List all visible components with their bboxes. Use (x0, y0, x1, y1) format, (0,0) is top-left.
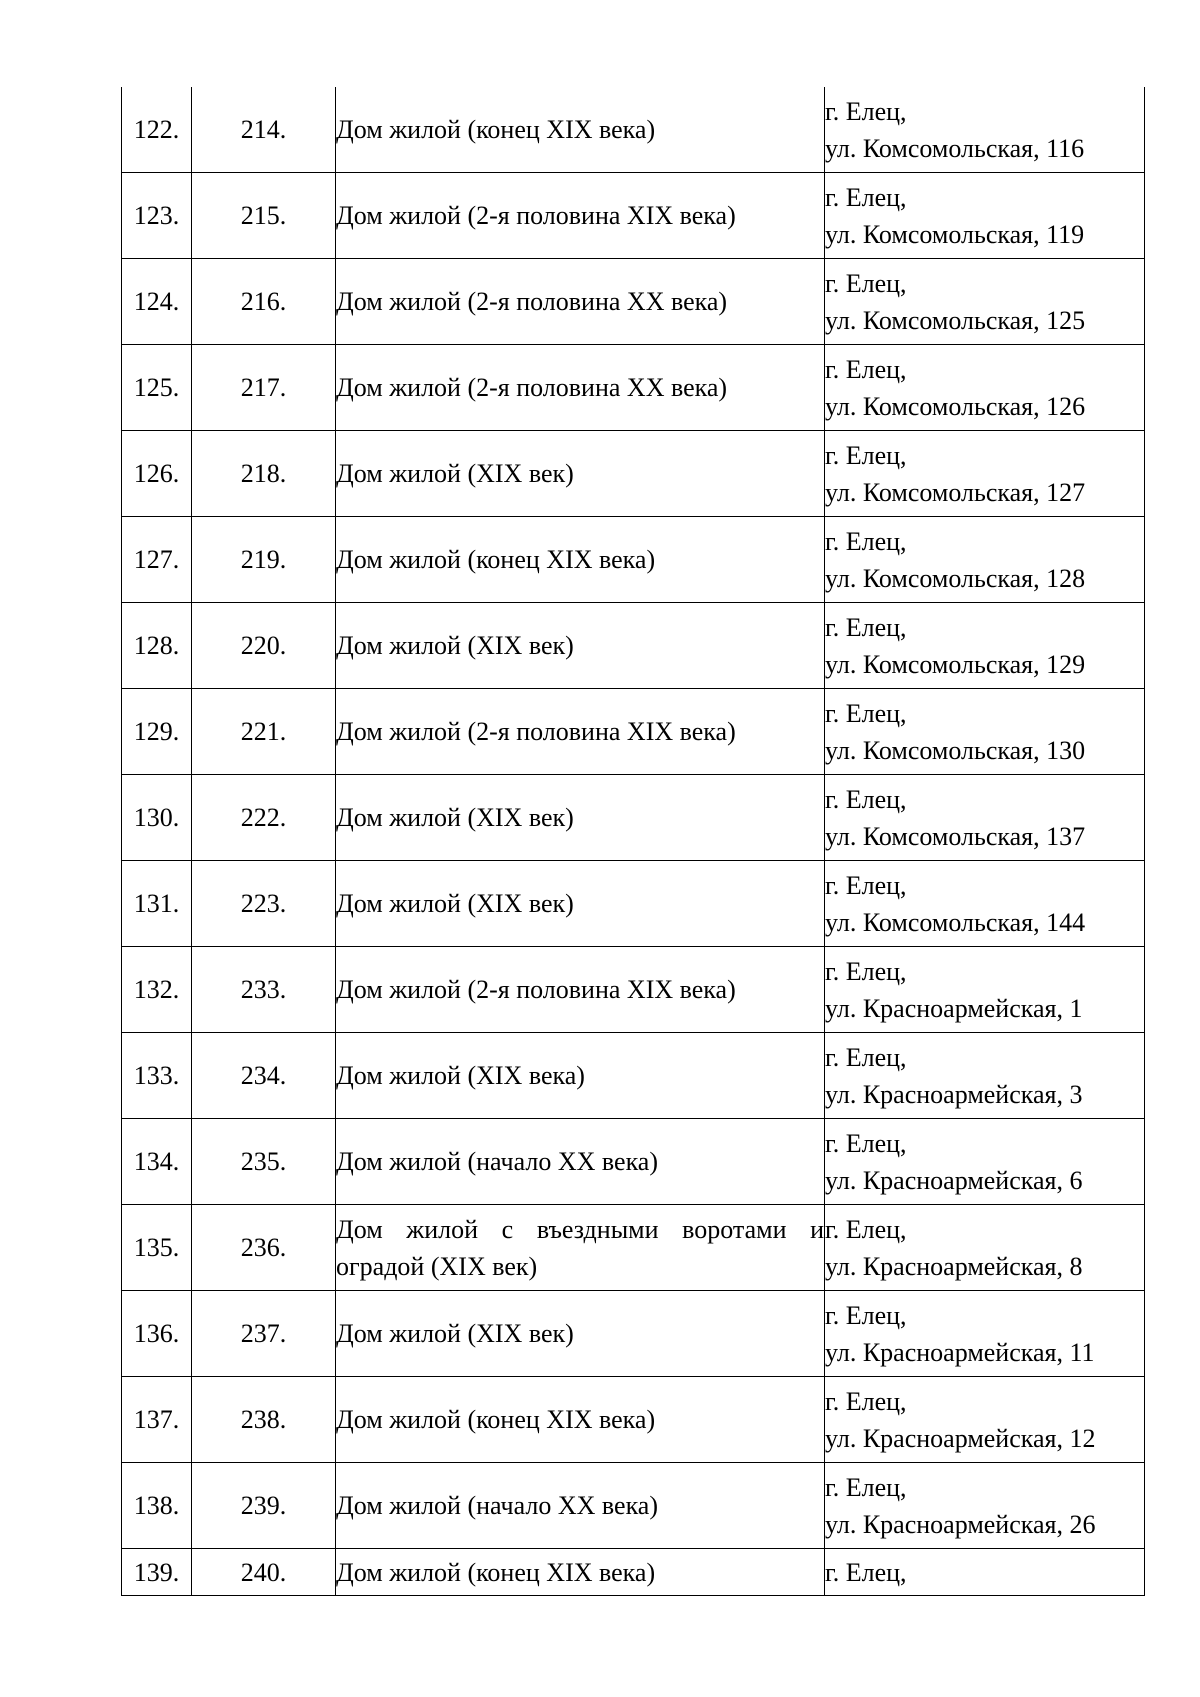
row-number-cell: 127. (122, 517, 192, 603)
address-cell (825, 259, 1145, 345)
table-row (122, 517, 1145, 603)
address-street: ул. Красноармейская, 11 (825, 1337, 1095, 1367)
address-cell (825, 689, 1145, 775)
address-city: г. Елец, (825, 526, 907, 556)
address-city: г. Елец, (825, 1300, 907, 1330)
address-street: ул. Комсомольская, 126 (825, 391, 1086, 421)
address-city: г. Елец, (825, 354, 907, 384)
address-cell (825, 1033, 1145, 1119)
register-number-cell: 239. (192, 1463, 336, 1549)
address-cell (825, 431, 1145, 517)
address-city: г. Елец, (825, 612, 907, 642)
row-number-cell: 138. (122, 1463, 192, 1549)
register-number-cell: 238. (192, 1377, 336, 1463)
address-cell (825, 1291, 1145, 1377)
object-name-cell: Дом жилой (XIX век) (336, 431, 825, 517)
address-street: ул. Комсомольская, 137 (825, 821, 1086, 851)
address-city: г. Елец, (825, 1386, 907, 1416)
address-city: г. Елец, (825, 956, 907, 986)
address-street: ул. Комсомольская, 130 (825, 735, 1086, 765)
register-number-cell: 233. (192, 947, 336, 1033)
object-name-cell: Дом жилой (2-я половина XIX века) (336, 947, 825, 1033)
table-row (122, 947, 1145, 1033)
object-name-cell: Дом жилой (начало XX века) (336, 1119, 825, 1205)
table-row (122, 1205, 1145, 1291)
object-name-cell: Дом жилой (2-я половина XX века) (336, 259, 825, 345)
table-row (122, 1463, 1145, 1549)
table-row (122, 1377, 1145, 1463)
register-number-cell: 234. (192, 1033, 336, 1119)
row-number-cell: 137. (122, 1377, 192, 1463)
table-row (122, 1119, 1145, 1205)
address-cell (825, 173, 1145, 259)
address-cell (825, 517, 1145, 603)
row-number-cell: 131. (122, 861, 192, 947)
address-cell (825, 1463, 1145, 1549)
address-city: г. Елец, (825, 1042, 907, 1072)
address-street: ул. Красноармейская, 6 (825, 1165, 1083, 1195)
address-city: г. Елец, (825, 870, 907, 900)
object-name-cell: Дом жилой (XIX век) (336, 1291, 825, 1377)
address-street: ул. Комсомольская, 144 (825, 907, 1086, 937)
address-cell (825, 603, 1145, 689)
register-number-cell: 223. (192, 861, 336, 947)
address-street: ул. Красноармейская, 1 (825, 993, 1083, 1023)
object-name-cell: Дом жилой (XIX век) (336, 861, 825, 947)
table-container (121, 87, 1144, 1596)
address-cell (825, 87, 1145, 173)
object-name-cell: Дом жилой (2-я половина XIX века) (336, 173, 825, 259)
address-street: ул. Красноармейская, 8 (825, 1251, 1083, 1281)
address-city: г. Елец, (825, 1214, 907, 1244)
table-row (122, 87, 1145, 173)
register-number-cell: 240. (192, 1549, 336, 1596)
object-name-cell: Дом жилой (XIX век) (336, 775, 825, 861)
address-city: г. Елец, (825, 784, 907, 814)
address-street: ул. Красноармейская, 3 (825, 1079, 1083, 1109)
object-name-cell: Дом жилой с въездными воротами и оградой (XIX век) (336, 1205, 825, 1291)
table-row (122, 173, 1145, 259)
register-number-cell: 237. (192, 1291, 336, 1377)
object-name-cell: Дом жилой (конец XIX века) (336, 87, 825, 173)
address-cell (825, 345, 1145, 431)
address-cell (825, 947, 1145, 1033)
address-city: г. Елец, (825, 1128, 907, 1158)
register-number-cell: 222. (192, 775, 336, 861)
row-number-cell: 139. (122, 1549, 192, 1596)
address-city: г. Елец, (825, 440, 907, 470)
address-street: ул. Комсомольская, 129 (825, 649, 1086, 679)
table-row (122, 259, 1145, 345)
register-number-cell: 215. (192, 173, 336, 259)
address-cell (825, 775, 1145, 861)
register-number-cell: 214. (192, 87, 336, 173)
row-number-cell: 132. (122, 947, 192, 1033)
register-number-cell: 235. (192, 1119, 336, 1205)
table-row (122, 431, 1145, 517)
object-name-cell: Дом жилой (начало XX века) (336, 1463, 825, 1549)
table-row (122, 1291, 1145, 1377)
table-row (122, 1033, 1145, 1119)
table-row (122, 1549, 1145, 1596)
row-number-cell: 125. (122, 345, 192, 431)
row-number-cell: 129. (122, 689, 192, 775)
address-city: г. Елец, (825, 96, 907, 126)
table-row (122, 689, 1145, 775)
table-row (122, 603, 1145, 689)
address-city: г. Елец, (825, 268, 907, 298)
table-row (122, 345, 1145, 431)
row-number-cell: 128. (122, 603, 192, 689)
row-number-cell: 130. (122, 775, 192, 861)
row-number-cell: 136. (122, 1291, 192, 1377)
row-number-cell: 135. (122, 1205, 192, 1291)
row-number-cell: 124. (122, 259, 192, 345)
row-number-cell: 133. (122, 1033, 192, 1119)
object-name-cell: Дом жилой (2-я половина XX века) (336, 345, 825, 431)
object-name-cell: Дом жилой (конец XIX века) (336, 1377, 825, 1463)
address-street: ул. Комсомольская, 116 (825, 133, 1085, 163)
address-street: ул. Комсомольская, 125 (825, 305, 1086, 335)
table-row (122, 775, 1145, 861)
address-cell (825, 1205, 1145, 1291)
address-street: ул. Комсомольская, 119 (825, 219, 1085, 249)
object-name-cell: Дом жилой (XIX века) (336, 1033, 825, 1119)
row-number-cell: 126. (122, 431, 192, 517)
register-number-cell: 221. (192, 689, 336, 775)
register-number-cell: 217. (192, 345, 336, 431)
address-cell (825, 861, 1145, 947)
address-street: ул. Комсомольская, 128 (825, 563, 1086, 593)
row-number-cell: 134. (122, 1119, 192, 1205)
address-street: ул. Красноармейская, 26 (825, 1509, 1096, 1539)
register-number-cell: 218. (192, 431, 336, 517)
address-cell (825, 1549, 1145, 1596)
address-cell (825, 1119, 1145, 1205)
address-cell (825, 1377, 1145, 1463)
address-street: ул. Комсомольская, 127 (825, 477, 1086, 507)
address-city: г. Елец, (825, 1472, 907, 1502)
object-name-cell: Дом жилой (2-я половина XIX века) (336, 689, 825, 775)
address-city: г. Елец, (825, 1557, 907, 1587)
address-street: ул. Красноармейская, 12 (825, 1423, 1096, 1453)
register-number-cell: 236. (192, 1205, 336, 1291)
address-city: г. Елец, (825, 182, 907, 212)
object-name-cell: Дом жилой (конец XIX века) (336, 517, 825, 603)
register-number-cell: 220. (192, 603, 336, 689)
heritage-objects-table (121, 87, 1145, 1596)
row-number-cell: 122. (122, 87, 192, 173)
row-number-cell: 123. (122, 173, 192, 259)
table-row (122, 861, 1145, 947)
register-number-cell: 216. (192, 259, 336, 345)
object-name-cell: Дом жилой (XIX век) (336, 603, 825, 689)
address-city: г. Елец, (825, 698, 907, 728)
object-name-cell: Дом жилой (конец XIX века) (336, 1549, 825, 1596)
register-number-cell: 219. (192, 517, 336, 603)
